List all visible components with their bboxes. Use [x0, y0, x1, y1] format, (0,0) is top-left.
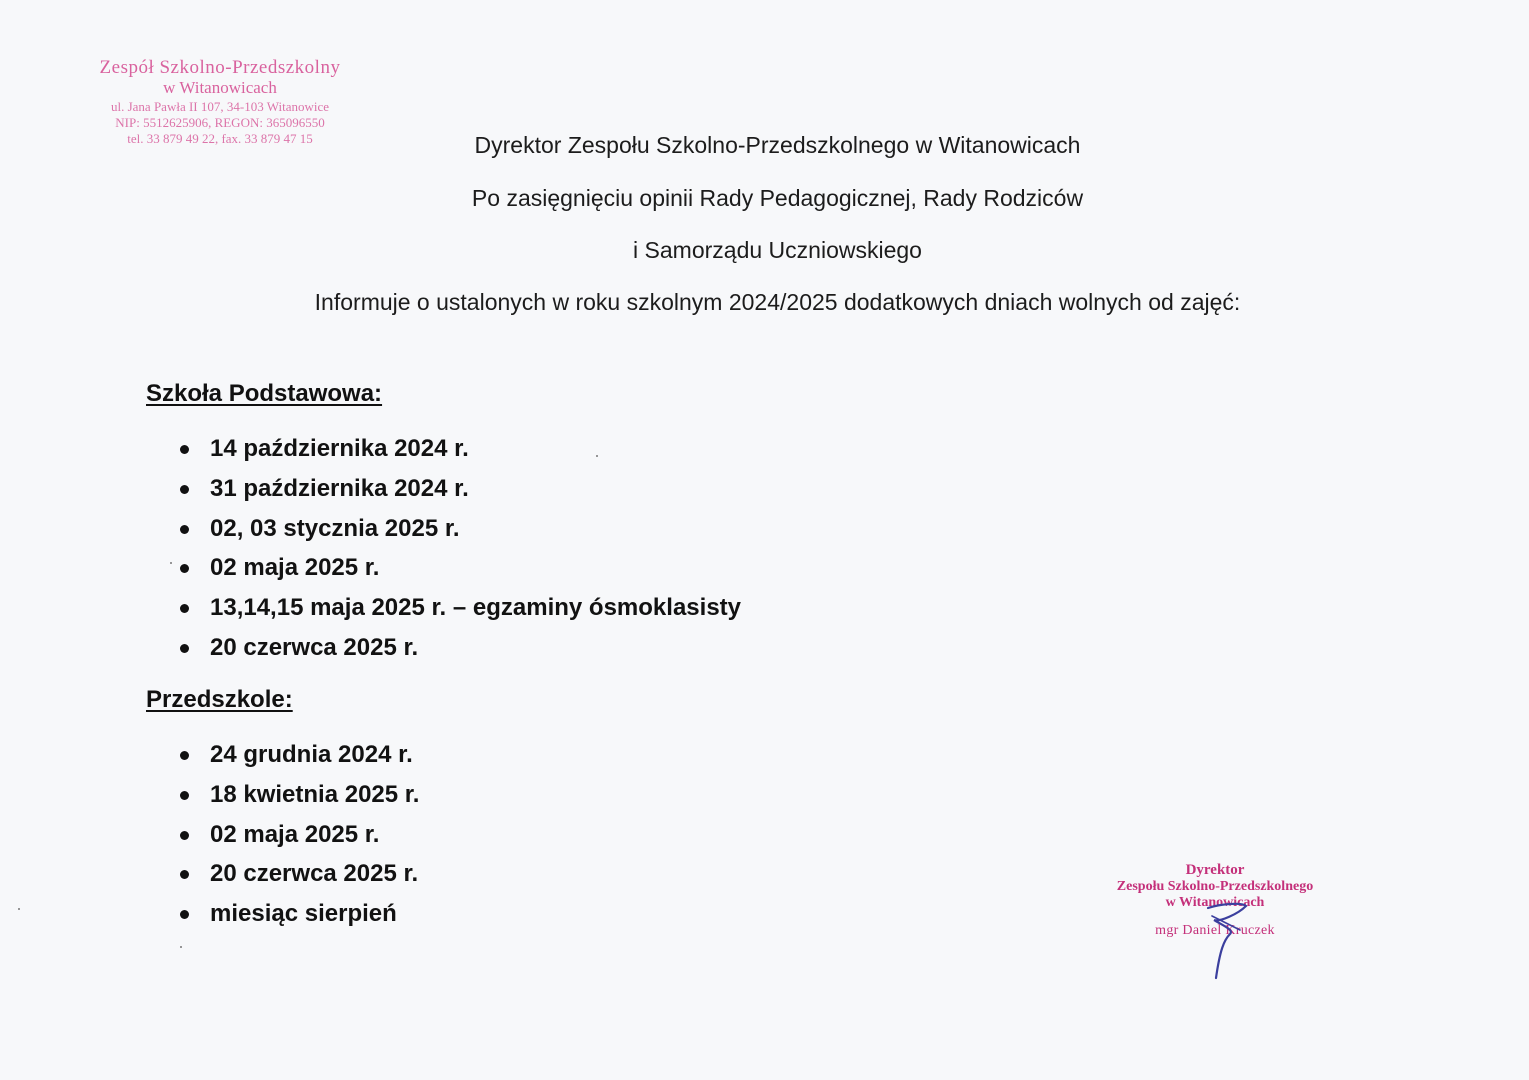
- scan-speck: [18, 908, 20, 910]
- list-item: [180, 740, 419, 780]
- stamp-ids: NIP: 5512625906, REGON: 365096550: [115, 114, 325, 130]
- list-item: [180, 434, 741, 474]
- signature-org: Zespołu Szkolno-Przedszkolnego: [1116, 879, 1314, 895]
- list-item-text: 20 czerwca 2025 r.: [210, 633, 419, 661]
- signature-place: w Witanowicach: [1165, 895, 1265, 911]
- list-item-text: 02, 03 stycznia 2025 r.: [210, 514, 460, 542]
- list-item-text: miesiąc sierpień: [210, 900, 397, 928]
- list-item: [180, 780, 419, 820]
- scan-speck: [180, 946, 182, 948]
- list-item-text: 31 października 2024 r.: [210, 474, 469, 502]
- list-item: [180, 553, 741, 593]
- scan-speck: [170, 562, 172, 564]
- list-item-text: 18 kwietnia 2025 r.: [210, 780, 420, 808]
- bullet-icon: [180, 445, 189, 454]
- list-item-text: 02 maja 2025 r.: [210, 554, 380, 582]
- bullet-icon: [180, 644, 189, 653]
- list-item-text: 02 maja 2025 r.: [210, 820, 380, 848]
- signature-title: Dyrektor: [1185, 862, 1245, 878]
- list-szkola: [180, 434, 741, 673]
- bullet-icon: [180, 831, 189, 840]
- header-line-1: Dyrektor Zespołu Szkolno-Przedszkolnego w Witanowicach: [474, 132, 1081, 158]
- bullet-icon: [180, 870, 189, 879]
- bullet-icon: [180, 525, 189, 534]
- stamp-name: Zespół Szkolno-Przedszkolny: [99, 57, 341, 78]
- list-przedszkole: [180, 740, 419, 939]
- list-item: [180, 820, 419, 860]
- list-item-text: 20 czerwca 2025 r.: [210, 860, 419, 888]
- header-line-3: i Samorządu Uczniowskiego: [633, 237, 922, 263]
- list-item: [180, 633, 741, 673]
- stamp-place: w Witanowicach: [163, 77, 277, 97]
- list-item: [180, 859, 419, 899]
- list-item: [180, 514, 741, 554]
- bullet-icon: [180, 604, 189, 613]
- bullet-icon: [180, 485, 189, 494]
- list-item: [180, 474, 741, 514]
- header-line-4: Informuje o ustalonych w roku szkolnym 2024/2025 dodatkowych dniach wolnych od zajęć:: [314, 289, 1241, 315]
- header-line-2: Po zasięgnięciu opinii Rady Pedagogicznej, Rady Rodziców: [471, 185, 1084, 211]
- section-title-szkola: Szkoła Podstawowa:: [146, 380, 383, 407]
- bullet-icon: [180, 910, 189, 919]
- list-item-text: 13,14,15 maja 2025 r. – egzaminy ósmoklasisty: [210, 594, 741, 622]
- handwritten-signature-icon: [1190, 900, 1260, 980]
- stamp-address: ul. Jana Pawła II 107, 34-103 Witanowice: [110, 98, 330, 114]
- bullet-icon: [180, 564, 189, 573]
- bullet-icon: [180, 791, 189, 800]
- list-item: [180, 899, 419, 939]
- section-title-przedszkole: Przedszkole:: [146, 686, 293, 713]
- list-item-text: 14 października 2024 r.: [210, 435, 469, 462]
- signature-name: mgr Daniel Kruczek: [1155, 923, 1275, 939]
- scan-speck: [596, 455, 598, 457]
- bullet-icon: [180, 751, 189, 760]
- stamp-phone: tel. 33 879 49 22, fax. 33 879 47 15: [127, 131, 313, 147]
- list-item: [180, 593, 741, 633]
- list-item-text: 24 grudnia 2024 r.: [210, 741, 413, 768]
